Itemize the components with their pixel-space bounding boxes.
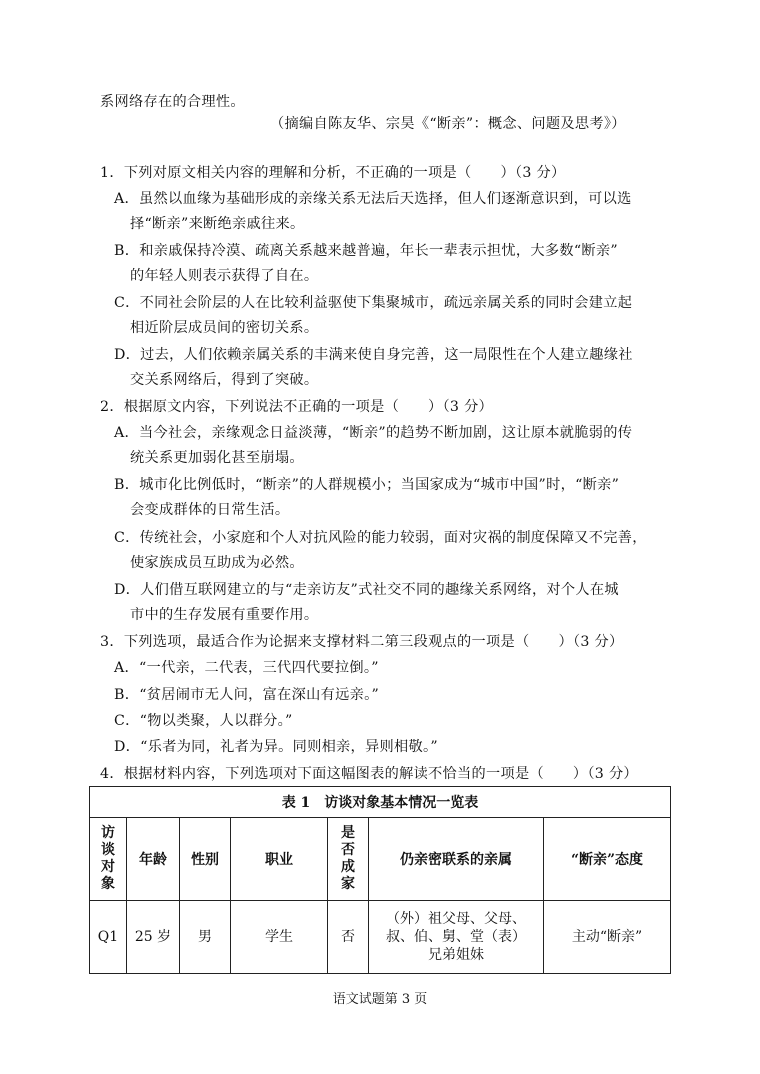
table-row <box>90 901 671 974</box>
cell-gender: 男 <box>180 901 231 974</box>
header-married: 是 否 成 家 <box>328 818 369 901</box>
question-4-stem: 4．根据材料内容，下列选项对下面这幅图表的解读不恰当的一项是（ ）（3 分） <box>100 766 638 782</box>
question-2-option-b-cont: 会变成群体的日常生活。 <box>130 502 290 518</box>
header-job: 职业 <box>231 818 328 901</box>
source-citation: （摘编自陈友华、宗昊《“断亲”：概念、问题及思考》） <box>270 116 626 132</box>
header-age: 年龄 <box>127 818 180 901</box>
cell-job: 学生 <box>231 901 328 974</box>
question-2-option-d: D．人们借互联网建立的与“走亲访友”式社交不同的趣缘关系网络，对个人在城 <box>114 582 619 598</box>
question-3-option-c: C．“物以类聚，人以群分。” <box>114 713 293 729</box>
question-1-option-d-cont: 交关系网络后，得到了突破。 <box>130 372 319 388</box>
question-2-option-c-cont: 使家族成员互助成为必然。 <box>130 555 304 571</box>
cell-relatives: （外）祖父母、父母、 叔、伯、舅、堂（表） 兄弟姐妹 <box>369 901 544 974</box>
table-header-row <box>90 818 671 901</box>
question-2-option-a-cont: 统关系更加弱化甚至崩塌。 <box>130 450 304 466</box>
intro-text: 系网络存在的合理性。 <box>100 94 245 110</box>
question-2-option-b: B．城市化比例低时，“断亲”的人群规模小；当国家成为“城市中国”时，“断亲” <box>114 477 620 493</box>
question-3-option-a: A．“一代亲，二代表，三代四代要拉倒。” <box>114 660 379 676</box>
interview-subjects-table <box>89 786 671 974</box>
header-relatives: 仍亲密联系的亲属 <box>369 818 544 901</box>
question-1-option-a-cont: 择“断亲”来断绝亲戚往来。 <box>130 216 305 232</box>
table-caption: 表 1 访谈对象基本情况一览表 <box>90 787 671 818</box>
question-2-option-a: A．当今社会，亲缘观念日益淡薄，“断亲”的趋势不断加剧，这让原本就脆弱的传 <box>114 425 633 441</box>
question-2-option-d-cont: 市中的生存发展有重要作用。 <box>130 607 319 623</box>
question-3-stem: 3．下列选项，最适合作为论据来支撑材料二第三段观点的一项是（ ）（3 分） <box>100 634 624 650</box>
cell-attitude: 主动“断亲” <box>544 901 671 974</box>
cell-age: 25 岁 <box>127 901 180 974</box>
cell-married: 否 <box>328 901 369 974</box>
question-1-option-c: C．不同社会阶层的人在比较利益驱使下集聚城市，疏远亲属关系的同时会建立起 <box>114 295 633 311</box>
question-3-option-d: D．“乐者为同，礼者为异。同则相亲，异则相敬。” <box>114 739 438 755</box>
question-1-option-b: B．和亲戚保持冷漠、疏离关系越来越普遍，年长一辈表示担忧，大多数“断亲” <box>114 243 618 259</box>
question-1-option-d: D．过去，人们依赖亲属关系的丰满来使自身完善，这一局限性在个人建立趣缘社 <box>114 347 633 363</box>
question-1-option-c-cont: 相近阶层成员间的密切关系。 <box>130 320 319 336</box>
question-1-stem: 1．下列对原文相关内容的理解和分析，不正确的一项是（ ）（3 分） <box>100 165 566 181</box>
question-1-option-a: A．虽然以血缘为基础形成的亲缘关系无法后天选择，但人们逐渐意识到，可以选 <box>114 191 632 207</box>
header-subject: 访 谈 对 象 <box>90 818 127 901</box>
header-attitude: “断亲”态度 <box>544 818 671 901</box>
question-1-option-b-cont: 的年轻人则表示获得了自在。 <box>130 268 319 284</box>
question-3-option-b: B．“贫居闹市无人问，富在深山有远亲。” <box>114 687 380 703</box>
page-footer: 语文试题第 3 页 <box>332 992 428 1007</box>
header-gender: 性别 <box>180 818 231 901</box>
question-2-stem: 2．根据原文内容，下列说法不正确的一项是（ ）（3 分） <box>100 399 494 415</box>
cell-subject: Q1 <box>90 901 127 974</box>
question-2-option-c: C．传统社会，小家庭和个人对抗风险的能力较弱，面对灾祸的制度保障又不完善， <box>114 530 647 546</box>
